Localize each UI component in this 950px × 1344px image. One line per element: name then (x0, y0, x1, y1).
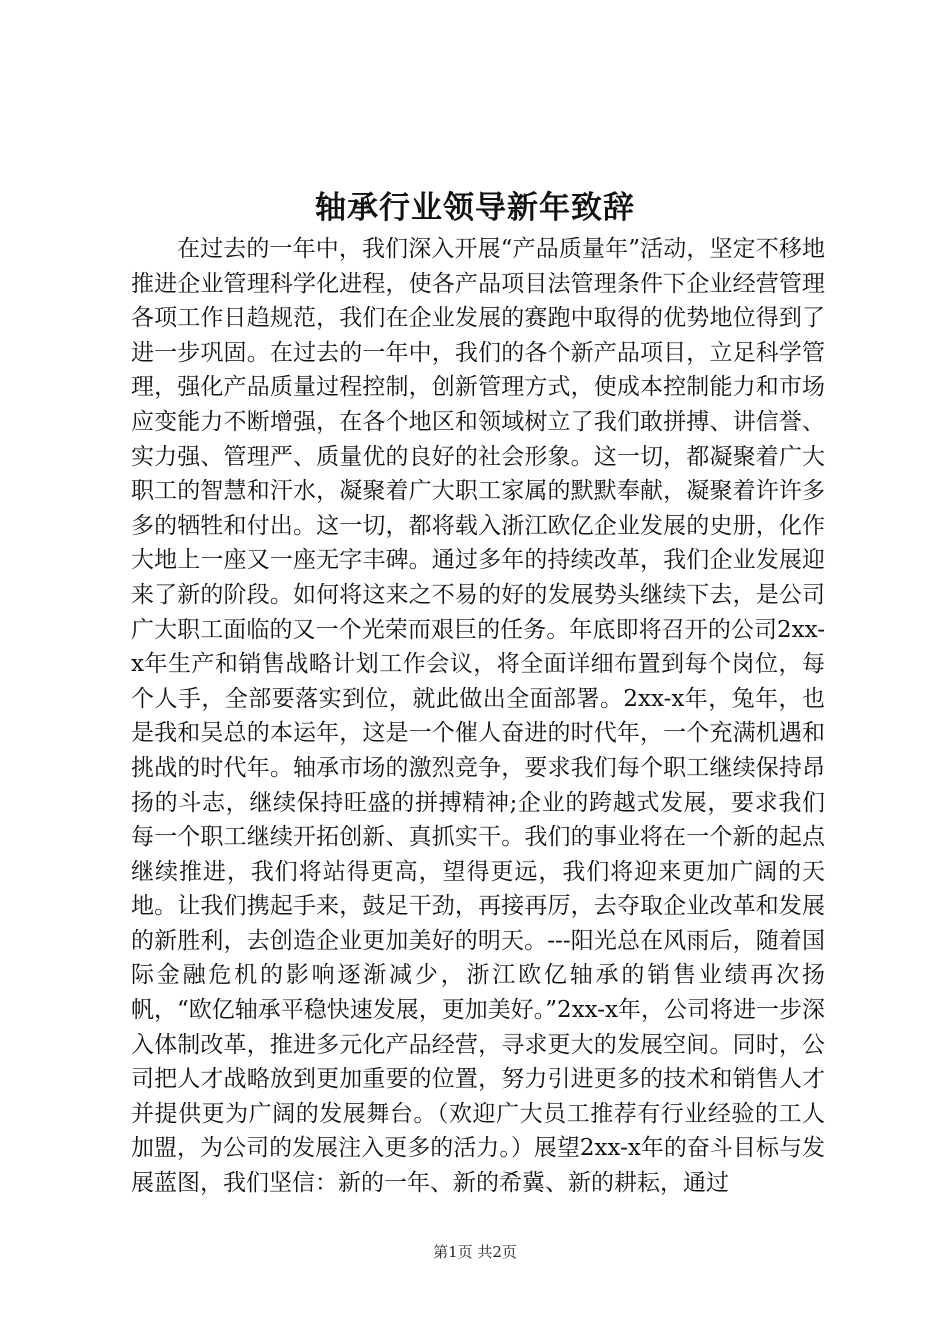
body-paragraph: 在过去的一年中，我们深入开展“产品质量年”活动，坚定不移地推进企业管理科学化进程，使各产品项目法管理条件下企业经营管理各项工作日趋规范，我们在企业发展的赛跑中取得的优势地位得到了进一步巩固。在过去的一年中，我们的各个新产品项目，立足科学管理，强化产品质量过程控制，创新管理方式，使成本控制能力和市场应变能力不断增强，在各个地区和领域树立了我们敢拼搏、讲信誉、实力强、管理严、质量优的良好的社会形象。这一切，都凝聚着广大职工的智慧和汗水，凝聚着广大职工家属的默默奉献，凝聚着许许多多的牺牲和付出。这一切，都将载入浙江欧亿企业发展的史册，化作大地上一座又一座无字丰碑。通过多年的持续改革，我们企业发展迎来了新的阶段。如何将这来之不易的好的发展势头继续下去，是公司广大职工面临的又一个光荣而艰巨的任务。年底即将召开的公司2xx-x年生产和销售战略计划工作会议，将全面详细布置到每个岗位，每个人手，全部要落实到位，就此做出全面部署。2xx-x年，兔年，也是我和吴总的本运年，这是一个催人奋进的时代年，一个充满机遇和挑战的时代年。轴承市场的激烈竞争，要求我们每个职工继续保持昂扬的斗志，继续保持旺盛的拼搏精神;企业的跨越式发展，要求我们每一个职工继续开拓创新、真抓实干。我们的事业将在一个新的起点继续推进，我们将站得更高，望得更远，我们将迎来更加广阔的天地。让我们携起手来，鼓足干劲，再接再厉，去夺取企业改革和发展的新胜利，去创造企业更加美好的明天。---阳光总在风雨后，随着国际金融危机的影响逐渐减少，浙江欧亿轴承的销售业绩再次扬帆，“欧亿轴承平稳快速发展，更加美好。”2xx-x年，公司将进一步深入体制改革，推进多元化产品经营，寻求更大的发展空间。同时，公司把人才战略放到更加重要的位置，努力引进更多的技术和销售人才并提供更为广阔的发展舞台。（欢迎广大员工推荐有行业经验的工人加盟，为公司的发展注入更多的活力。）展望2xx-x年的奋斗目标与发展蓝图，我们坚信：新的一年、新的希冀、新的耕耘，通过 (131, 236, 825, 1197)
page-number-footer: 第1页 共2页 (433, 1243, 517, 1261)
document-title: 轴承行业领导新年致辞 (315, 190, 635, 226)
